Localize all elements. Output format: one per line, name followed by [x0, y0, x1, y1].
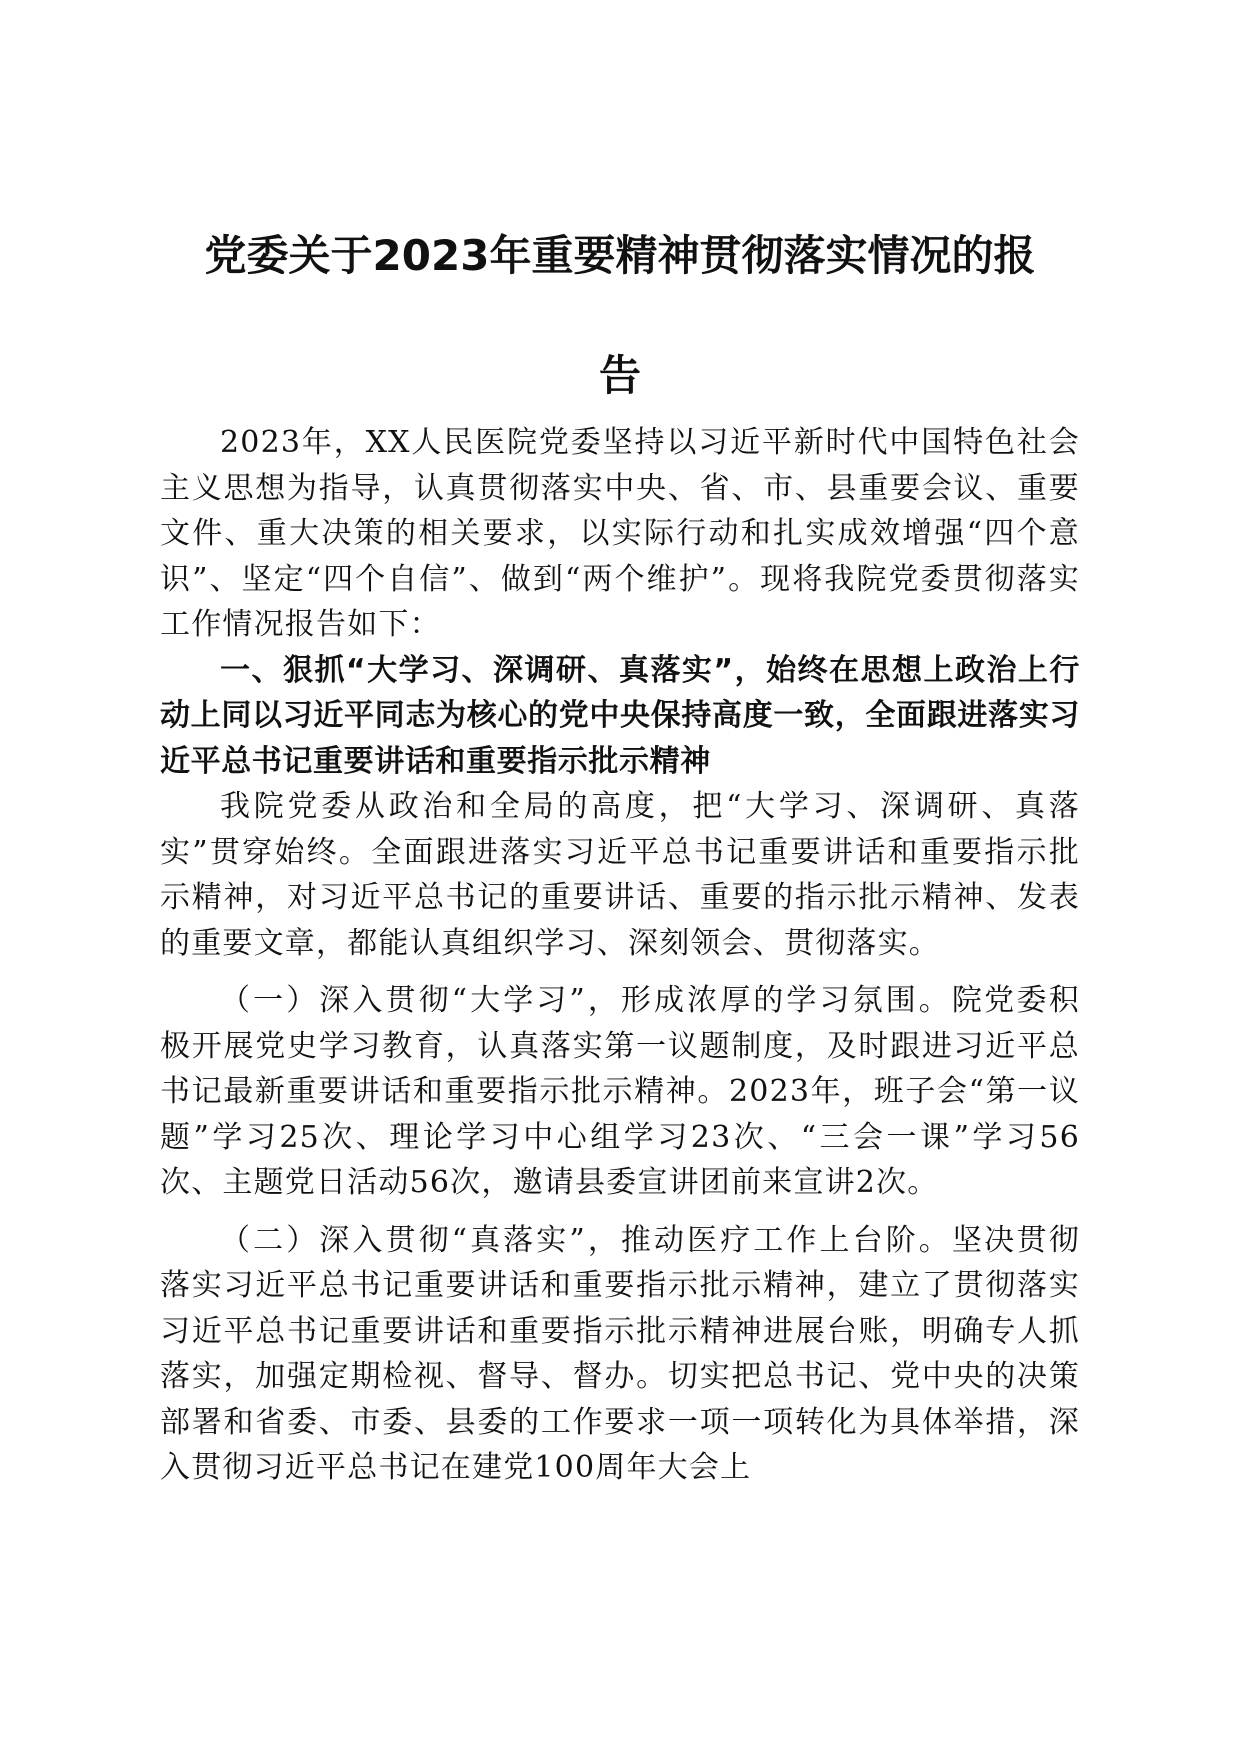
subsection-2-heading: （二）深入贯彻“真落实”，推动医疗工作上台阶。: [220, 1222, 952, 1258]
document-title-line-2: 告: [598, 351, 641, 400]
subsection-2-text: 坚决贯彻落实习近平总书记重要讲话和重要指示批示精神，建立了贯彻落实习近平总书记重要讲话和重要指示批示精神进展台账，明确专人抓落实，加强定期检视、督导、督办。切实把总书记、党中央的决策部署和省委、市委、县委的工作要求一项一项转化为具体举措，深入贯彻习近平总书记在建党100周年大会上: [160, 1222, 1080, 1485]
section-1-intro-paragraph: 我院党委从政治和全局的高度，把“大学习、深调研、真落实”贯穿始终。全面跟进落实习近平总书记重要讲话和重要指示批示精神，对习近平总书记的重要讲话、重要的指示批示精神、发表的重要文章，都能认真组织学习、深刻领会、贯彻落实。: [160, 789, 1080, 961]
subsection-1-heading: （一）深入贯彻“大学习”，形成浓厚的学习氛围。: [220, 983, 952, 1018]
section-1-heading: 一、狠抓“大学习、深调研、真落实”，始终在思想上政治上行动上同以习近平同志为核心的党中央保持高度一致，全面跟进落实习近平总书记重要讲话和重要指示批示精神: [160, 652, 1080, 779]
document-body: [160, 420, 1080, 1491]
subsection-2-paragraph: [160, 1218, 1080, 1491]
intro-paragraph: 2023年，XX人民医院党委坚持以习近平新时代中国特色社会主义思想为指导，认真贯彻落实中央、省、市、县重要会议、重要文件、重大决策的相关要求，以实际行动和扎实成效增强“四个意识”、坚定“四个自信”、做到“两个维护”。现将我院党委贯彻落实工作情况报告如下：: [160, 425, 1080, 642]
subsection-1-paragraph: [160, 978, 1080, 1206]
document-title-line-1: 党委关于2023年重要精神贯彻落实情况的报: [204, 231, 1036, 280]
subsection-1-text: 院党委积极开展党史学习教育，认真落实第一议题制度，及时跟进习近平总书记最新重要讲话和重要指示批示精神。2023年，班子会“第一议题”学习25次、理论学习中心组学习23次、“三会一课”学习56次、主题党日活动56次，邀请县委宣讲团前来宣讲2次。: [160, 983, 1080, 1200]
